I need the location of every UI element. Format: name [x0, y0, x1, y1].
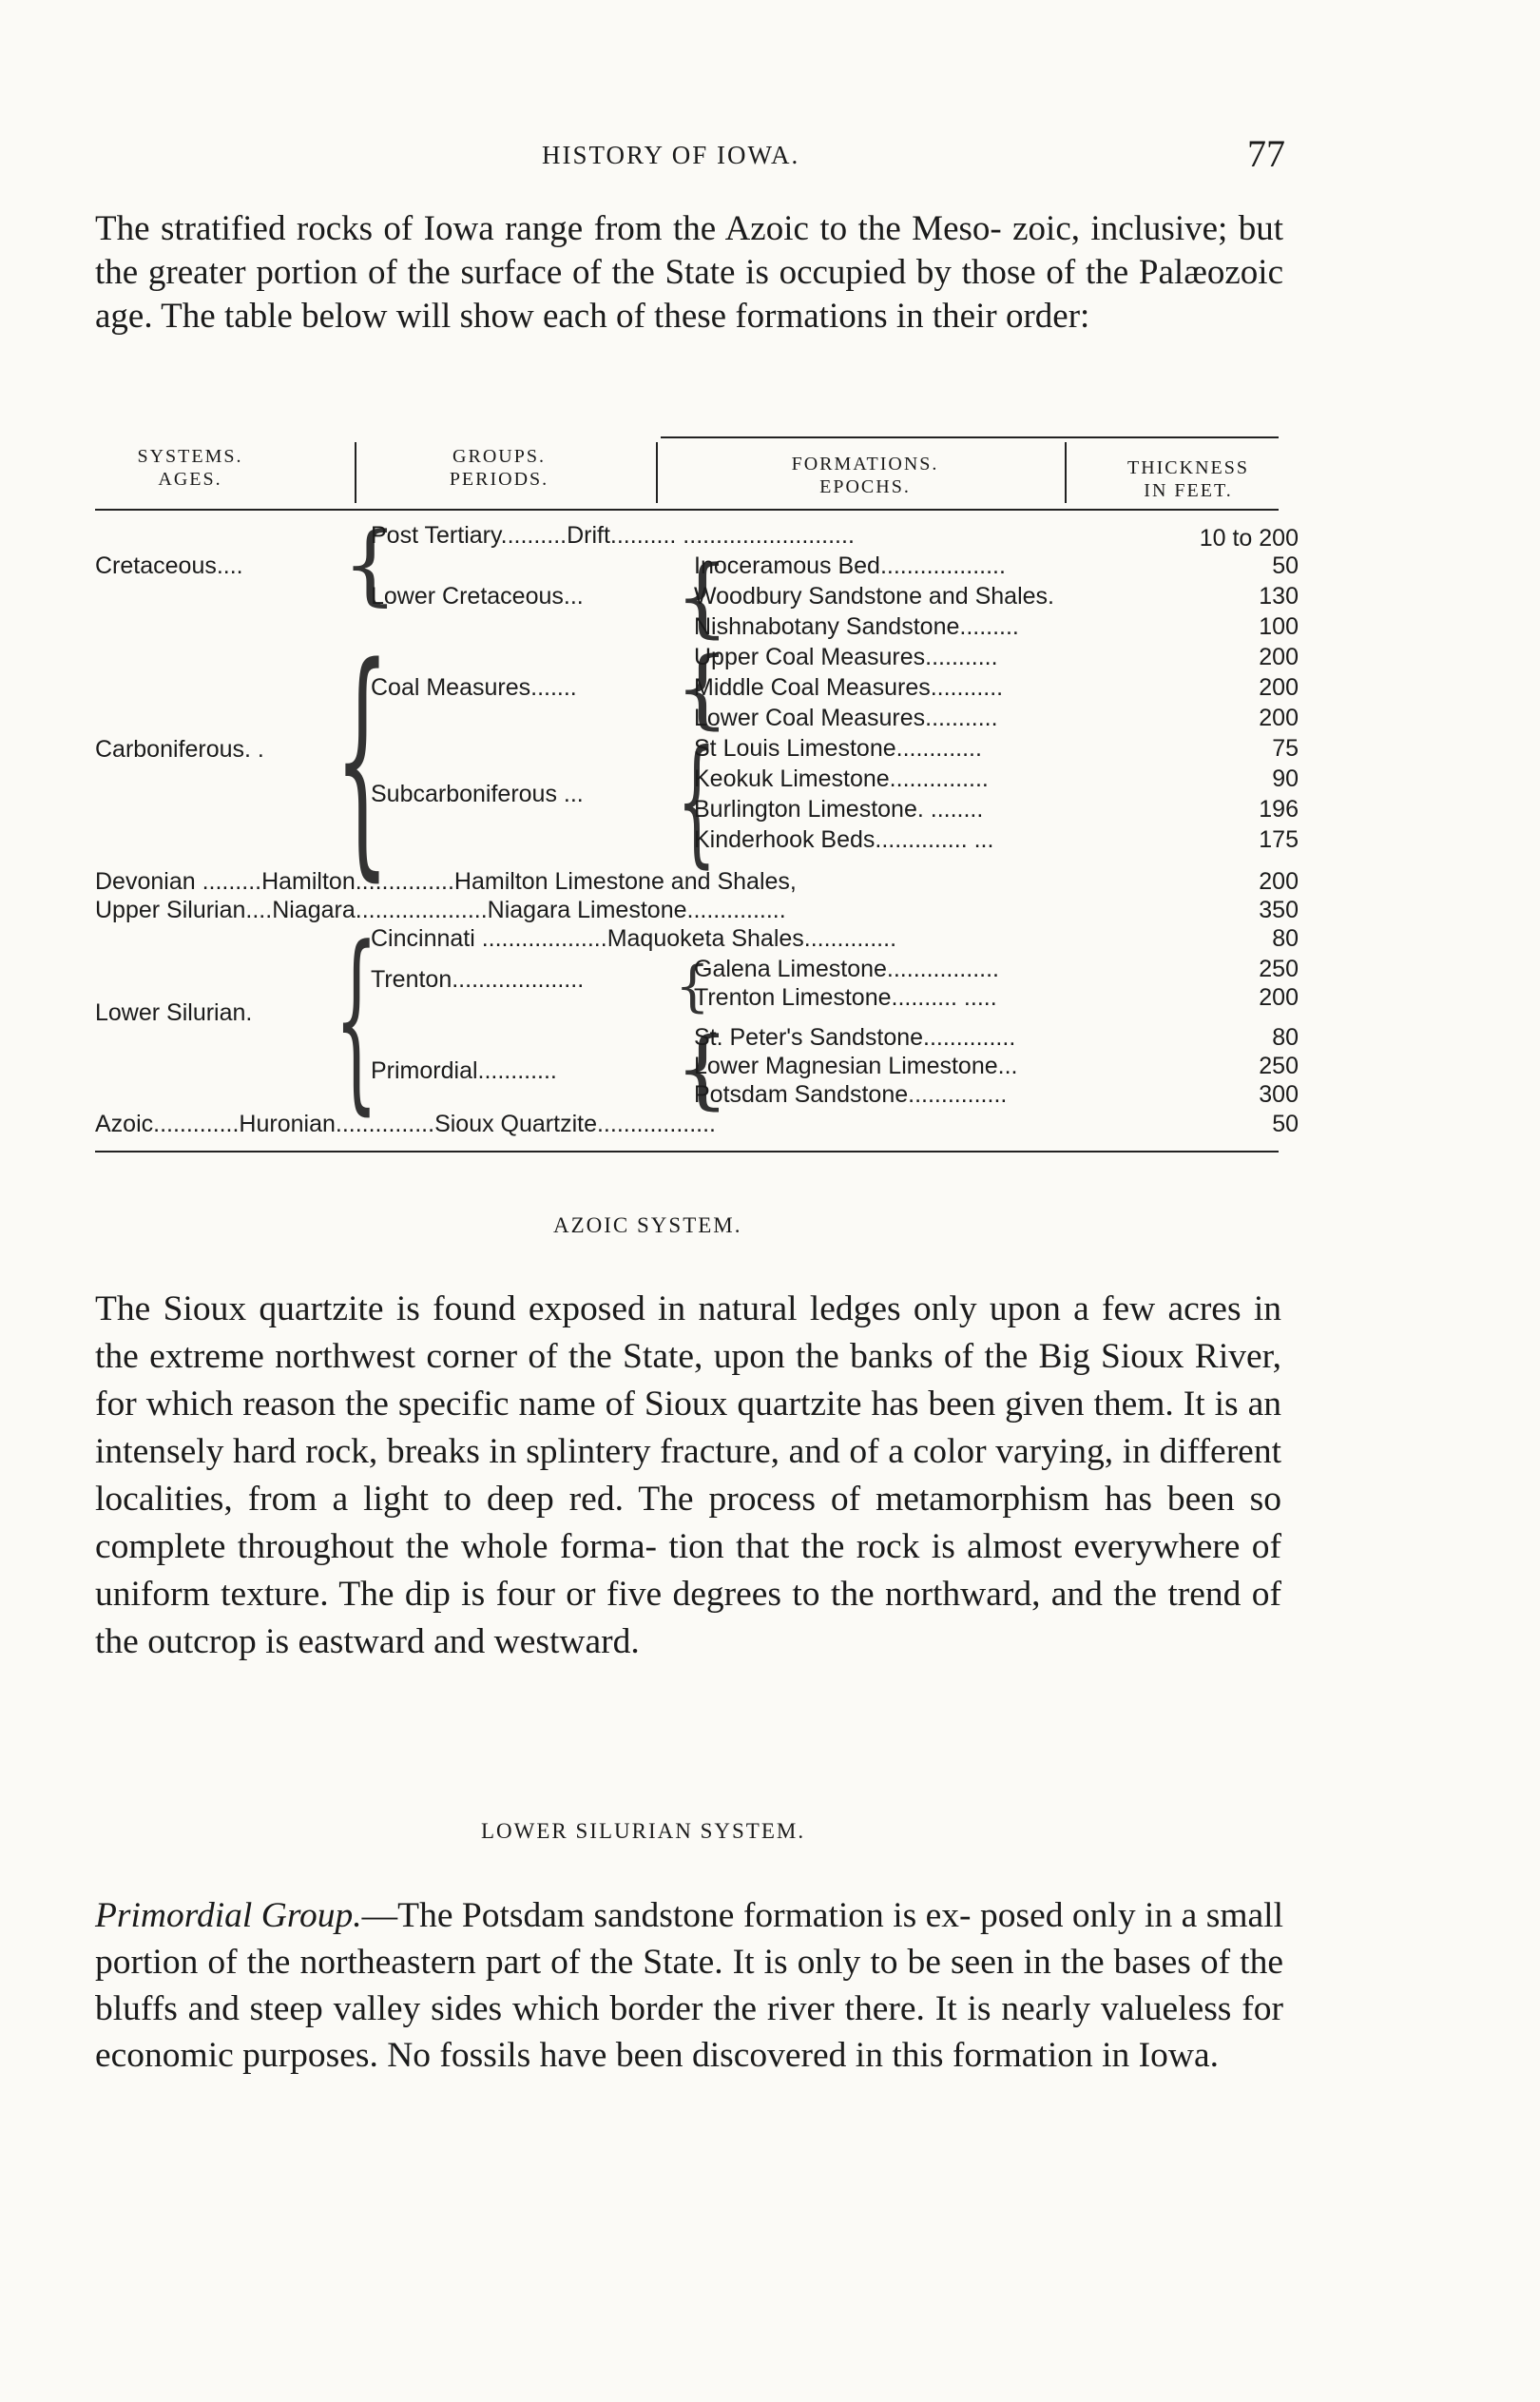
- formation-burlington: Burlington Limestone. ........: [694, 796, 984, 823]
- formation-st-louis: St Louis Limestone.............: [694, 735, 982, 762]
- primordial-paragraph: [95, 1892, 1283, 2079]
- row-upper-silurian: Upper Silurian....Niagara....................Niagara Limestone...............: [95, 897, 786, 923]
- header-thickness-line2: IN FEET.: [1144, 480, 1233, 501]
- header-systems-line2: AGES.: [158, 469, 222, 490]
- header-groups: [380, 445, 618, 491]
- thickness-5: 200: [1259, 644, 1299, 670]
- system-carboniferous: Carboniferous. .: [95, 736, 264, 763]
- row-azoic: Azoic.............Huronian...............Sioux Quartzite..................: [95, 1111, 717, 1137]
- primordial-text: [95, 1892, 1283, 2079]
- header-formations-line2: EPOCHS.: [819, 476, 911, 497]
- brace-coal-measures: {: [675, 639, 730, 739]
- formation-inoceramous: Inoceramous Bed...................: [694, 552, 1006, 579]
- group-subcarboniferous: Subcarboniferous ...: [371, 781, 584, 807]
- thickness-3: 130: [1259, 583, 1299, 610]
- thickness-11: 175: [1259, 826, 1299, 853]
- group-post-tertiary: Post Tertiary..........Drift.......... ..........................: [371, 522, 855, 549]
- page-number: 77: [1247, 132, 1285, 175]
- header-divider-3: [1065, 442, 1067, 503]
- brace-primordial: {: [675, 1019, 730, 1119]
- thickness-1: 10 to 200: [1199, 525, 1299, 552]
- thickness-4: 100: [1259, 613, 1299, 640]
- header-groups-line1: GROUPS.: [452, 446, 546, 467]
- formation-lower-magnesian: Lower Magnesian Limestone...: [694, 1053, 1018, 1079]
- formation-lower-coal: Lower Coal Measures...........: [694, 705, 998, 731]
- row-devonian: Devonian .........Hamilton...............Hamilton Limestone and Shales,: [95, 868, 797, 895]
- formation-galena: Galena Limestone.................: [694, 956, 999, 982]
- formation-kinderhook: Kinderhook Beds.............. ...: [694, 826, 994, 853]
- brace-subcarboniferous: {: [677, 721, 717, 881]
- header-formations-line1: FORMATIONS.: [791, 454, 939, 475]
- header-divider-1: [355, 442, 356, 503]
- table-top-rule: [661, 436, 1279, 438]
- table-bottom-rule: [95, 1151, 1279, 1153]
- thickness-9: 90: [1272, 765, 1299, 792]
- group-trenton: Trenton....................: [371, 966, 585, 993]
- header-systems-line1: SYSTEMS.: [137, 446, 243, 467]
- header-formations: [732, 453, 998, 498]
- thickness-14: 80: [1272, 925, 1299, 952]
- thickness-13: 350: [1259, 897, 1299, 923]
- thickness-2: 50: [1272, 552, 1299, 579]
- brace-trenton: {: [675, 954, 710, 1018]
- primordial-body: —The Potsdam sandstone formation is ex- posed only in a small portion of the northeastern part of the State. It is only to be seen in the bases of the bluffs and steep valley sides which border the river there. It is nearly valueless for economic purposes. No fossils have been discovered in this formation in Iowa.: [95, 1896, 1283, 2075]
- running-head: HISTORY OF IOWA.: [542, 141, 800, 169]
- thickness-7: 200: [1259, 705, 1299, 731]
- group-lower-cretaceous: Lower Cretaceous...: [371, 583, 584, 610]
- thickness-6: 200: [1259, 674, 1299, 701]
- thickness-20: 50: [1272, 1111, 1299, 1137]
- brace-lower-cretaceous: {: [675, 548, 730, 648]
- header-thickness: [1093, 456, 1283, 502]
- formation-woodbury: Woodbury Sandstone and Shales.: [694, 583, 1054, 610]
- system-lower-silurian: Lower Silurian.: [95, 999, 253, 1026]
- intro-paragraph: [95, 207, 1283, 339]
- section-heading-lower-silurian: LOWER SILURIAN SYSTEM.: [481, 1819, 806, 1843]
- formation-nishnabotany: Nishnabotany Sandstone.........: [694, 613, 1019, 640]
- formation-potsdam: Potsdam Sandstone...............: [694, 1081, 1008, 1108]
- thickness-19: 300: [1259, 1081, 1299, 1108]
- row-cincinnati: Cincinnati ...................Maquoketa Shales..............: [371, 925, 897, 952]
- thickness-15: 250: [1259, 956, 1299, 982]
- formation-trenton-limestone: Trenton Limestone.......... .....: [694, 984, 997, 1011]
- section-heading-azoic: AZOIC SYSTEM.: [553, 1213, 742, 1237]
- azoic-paragraph: [95, 1286, 1281, 1666]
- formation-st-peter: St. Peter's Sandstone..............: [694, 1024, 1016, 1051]
- brace-carboniferous: {: [335, 615, 390, 902]
- group-primordial: Primordial............: [371, 1057, 557, 1084]
- brace-cretaceous: {: [342, 513, 398, 615]
- thickness-17: 80: [1272, 1024, 1299, 1051]
- header-systems: [95, 445, 285, 491]
- thickness-8: 75: [1272, 735, 1299, 762]
- intro-text: The stratified rocks of Iowa range from the Azoic to the Meso- zoic, inclusive; but the greater portion of the surface of the State is occupied by those of the Palæozoic age. The table below will show each of these formations in their order:: [95, 209, 1283, 336]
- group-coal-measures: Coal Measures.......: [371, 674, 577, 701]
- azoic-text: The Sioux quartzite is found exposed in natural ledges only upon a few acres in the extreme northwest corner of the State, upon the banks of the Big Sioux River, for which reason the specific name of Sioux quartzite has been given them. It is an intensely hard rock, breaks in splintery fracture, and of a color varying, in different localities, from a light to deep red. The process of metamorphism has been so complete throughout the whole forma- tion that the rock is almost everywhere of uniform texture. The dip is four or five degrees to the northward, and the trend of the outcrop is eastward and westward.: [95, 1289, 1281, 1661]
- primordial-lead: Primordial Group.: [95, 1896, 362, 1935]
- formation-middle-coal: Middle Coal Measures...........: [694, 674, 1004, 701]
- system-cretaceous: Cretaceous....: [95, 552, 243, 579]
- thickness-18: 250: [1259, 1053, 1299, 1079]
- header-thickness-line1: THICKNESS: [1126, 457, 1249, 478]
- formation-upper-coal: Upper Coal Measures...........: [694, 644, 998, 670]
- header-bottom-rule: [95, 509, 1279, 511]
- formation-keokuk: Keokuk Limestone...............: [694, 765, 989, 792]
- thickness-12: 200: [1259, 868, 1299, 895]
- brace-lower-silurian: {: [335, 906, 378, 1133]
- thickness-10: 196: [1259, 796, 1299, 823]
- thickness-16: 200: [1259, 984, 1299, 1011]
- header-divider-2: [656, 442, 658, 503]
- header-groups-line2: PERIODS.: [449, 469, 549, 490]
